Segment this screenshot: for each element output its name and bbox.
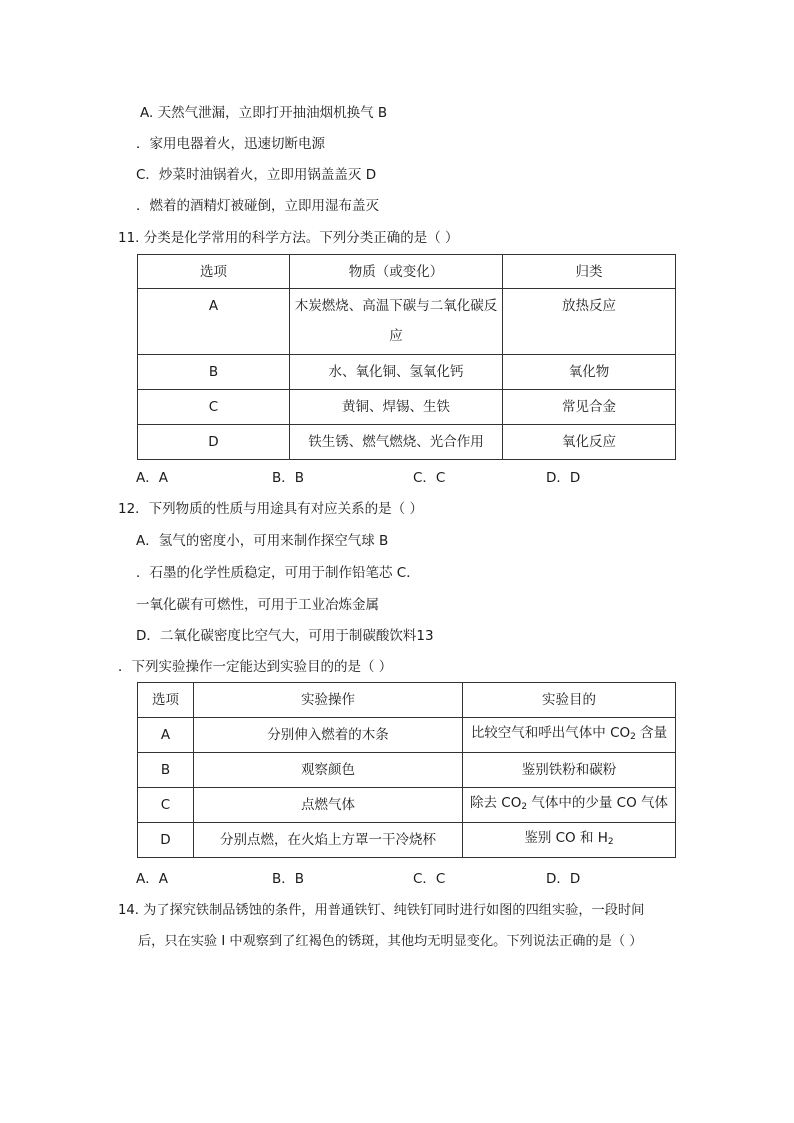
table-row [138, 753, 676, 788]
header-cell: 归类 [503, 255, 676, 289]
table-header-row [138, 255, 676, 289]
q13-table [137, 682, 676, 858]
q11-table [137, 254, 676, 460]
q12-stem: 12．下列物质的性质与用途具有对应关系的是（ ） [118, 501, 423, 517]
option-cell: B [138, 753, 194, 788]
q10-option-c: C．炒菜时油锅着火，立即用锅盖盖灭 D [136, 167, 377, 183]
table-header-row [138, 683, 676, 718]
q13-stem: ．下列实验操作一定能达到实验目的的是（ ） [118, 659, 393, 675]
goal-cell [463, 823, 676, 858]
goal-cell [463, 718, 676, 753]
q14-line-1: 14. 为了探究铁制品锈蚀的条件，用普通铁钉、纯铁钉同时进行如图的四组实验，一段时间 [118, 903, 645, 918]
q12-line-2: ．石墨的化学性质稳定，可用于制作铅笔芯 C． [136, 565, 420, 581]
q11-stem: 11. 分类是化学常用的科学方法。下列分类正确的是（ ） [118, 230, 459, 246]
subscript: 2 [521, 802, 528, 812]
category-cell: 常见合金 [503, 390, 676, 425]
header-cell: 实验目的 [463, 683, 676, 718]
q11-choice-d: D．D [546, 470, 581, 486]
option-cell: A [138, 289, 290, 355]
option-cell: D [138, 425, 290, 460]
q14-line-2: 后，只在实验 I 中观察到了红褐色的锈斑，其他均无明显变化。下列说法正确的是（ ） [138, 934, 643, 949]
q13-choice-a: A．A [136, 871, 168, 887]
table-row [138, 355, 676, 390]
goal-cell [463, 788, 676, 823]
q13-choice-d: D．D [546, 871, 581, 887]
q11-choice-c: C．C [413, 470, 446, 486]
goal-text: 除去 CO [469, 795, 522, 811]
q12-line-3: 一氧化碳有可燃性，可用于工业冶炼金属 [136, 597, 379, 613]
goal-text: 鉴别 CO 和 H [524, 830, 608, 846]
header-cell: 物质（或变化） [290, 255, 503, 289]
goal-text: 气体中的少量 CO 气体 [527, 795, 668, 811]
subscript: 2 [630, 732, 636, 742]
q11-choice-a: A．A [136, 470, 168, 486]
item-cell: 黄铜、焊锡、生铁 [290, 390, 503, 425]
table-row [138, 718, 676, 753]
operation-cell: 分别伸入燃着的木条 [194, 718, 463, 753]
option-cell: C [138, 788, 194, 823]
header-cell: 选项 [138, 683, 194, 718]
item-cell [290, 289, 503, 355]
table-row [138, 425, 676, 460]
operation-cell: 观察颜色 [194, 753, 463, 788]
item-line: 应 [389, 328, 403, 344]
category-cell: 放热反应 [503, 289, 676, 355]
q10-option-b: ．家用电器着火，迅速切断电源 [136, 136, 325, 152]
q13-choice-b: B．B [272, 871, 305, 887]
table-row [138, 390, 676, 425]
q12-line-1: A．氢气的密度小，可用来制作探空气球 B [136, 533, 389, 549]
option-cell: B [138, 355, 290, 390]
item-cell: 水、氧化铜、氢氧化钙 [290, 355, 503, 390]
category-cell: 氧化反应 [503, 425, 676, 460]
header-cell: 实验操作 [194, 683, 463, 718]
q10-option-a: A. 天然气泄漏，立即打开抽油烟机换气 B [140, 105, 388, 121]
category-cell: 氧化物 [503, 355, 676, 390]
option-cell: C [138, 390, 290, 425]
goal-cell: 鉴别铁粉和碳粉 [463, 753, 676, 788]
header-cell: 选项 [138, 255, 290, 289]
item-line: 木炭燃烧、高温下碳与二氧化碳反 [294, 298, 498, 314]
table-row [138, 823, 676, 858]
item-cell: 铁生锈、燃气燃烧、光合作用 [290, 425, 503, 460]
table-row [138, 289, 676, 355]
subscript: 2 [607, 837, 614, 847]
operation-cell: 分别点燃，在火焰上方罩一干冷烧杯 [194, 823, 463, 858]
goal-text: 比较空气和呼出气体中 CO [470, 725, 631, 741]
operation-cell: 点燃气体 [194, 788, 463, 823]
q10-option-d: ．燃着的酒精灯被碰倒，立即用湿布盖灭 [136, 198, 379, 214]
q13-choice-c: C．C [413, 871, 446, 887]
option-cell: A [138, 718, 194, 753]
option-cell: D [138, 823, 194, 858]
goal-text: 含量 [635, 725, 668, 741]
table-row [138, 788, 676, 823]
q11-choice-b: B．B [272, 470, 305, 486]
q12-line-4: D．二氧化碳密度比空气大，可用于制碳酸饮料13 [136, 628, 434, 644]
